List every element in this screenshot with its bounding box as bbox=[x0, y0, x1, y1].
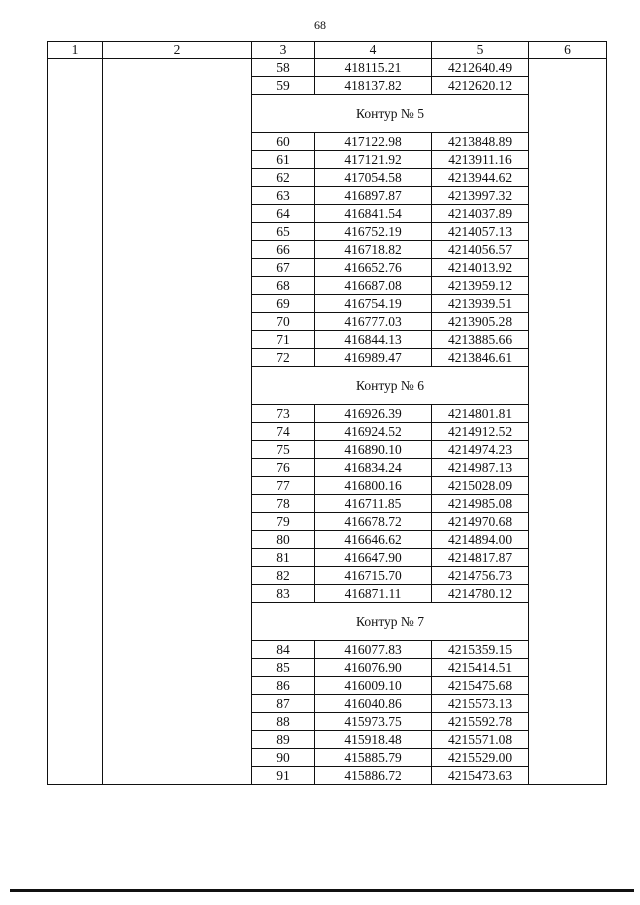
point-number-cell: 80 bbox=[252, 531, 315, 549]
point-number-cell: 69 bbox=[252, 295, 315, 313]
column-header-1: 1 bbox=[48, 42, 103, 59]
table-row bbox=[48, 59, 607, 77]
x-coordinate-cell: 416711.85 bbox=[315, 495, 432, 513]
column-header-5: 5 bbox=[432, 42, 529, 59]
y-coordinate-cell: 4215414.51 bbox=[432, 659, 529, 677]
x-coordinate-cell: 416989.47 bbox=[315, 349, 432, 367]
y-coordinate-cell: 4214801.81 bbox=[432, 405, 529, 423]
x-coordinate-cell: 416009.10 bbox=[315, 677, 432, 695]
column-6-cell bbox=[529, 59, 607, 785]
point-number-cell: 82 bbox=[252, 567, 315, 585]
x-coordinate-cell: 416926.39 bbox=[315, 405, 432, 423]
x-coordinate-cell: 415885.79 bbox=[315, 749, 432, 767]
x-coordinate-cell: 416678.72 bbox=[315, 513, 432, 531]
y-coordinate-cell: 4214056.57 bbox=[432, 241, 529, 259]
y-coordinate-cell: 4213905.28 bbox=[432, 313, 529, 331]
point-number-cell: 60 bbox=[252, 133, 315, 151]
table-header bbox=[48, 42, 607, 59]
x-coordinate-cell: 416652.76 bbox=[315, 259, 432, 277]
y-coordinate-cell: 4212640.49 bbox=[432, 59, 529, 77]
y-coordinate-cell: 4214780.12 bbox=[432, 585, 529, 603]
point-number-cell: 85 bbox=[252, 659, 315, 677]
x-coordinate-cell: 416844.13 bbox=[315, 331, 432, 349]
page-number: 68 bbox=[314, 18, 326, 32]
x-coordinate-cell: 416077.83 bbox=[315, 641, 432, 659]
x-coordinate-cell: 416841.54 bbox=[315, 205, 432, 223]
point-number-cell: 86 bbox=[252, 677, 315, 695]
y-coordinate-cell: 4213997.32 bbox=[432, 187, 529, 205]
header-row bbox=[48, 42, 607, 59]
point-number-cell: 89 bbox=[252, 731, 315, 749]
y-coordinate-cell: 4215573.13 bbox=[432, 695, 529, 713]
y-coordinate-cell: 4213846.61 bbox=[432, 349, 529, 367]
bottom-rule bbox=[10, 889, 634, 892]
x-coordinate-cell: 416040.86 bbox=[315, 695, 432, 713]
y-coordinate-cell: 4213911.16 bbox=[432, 151, 529, 169]
contour-heading: Контур № 5 bbox=[252, 95, 529, 133]
x-coordinate-cell: 416754.19 bbox=[315, 295, 432, 313]
x-coordinate-cell: 416646.62 bbox=[315, 531, 432, 549]
y-coordinate-cell: 4213885.66 bbox=[432, 331, 529, 349]
x-coordinate-cell: 418115.21 bbox=[315, 59, 432, 77]
y-coordinate-cell: 4214817.87 bbox=[432, 549, 529, 567]
x-coordinate-cell: 416777.03 bbox=[315, 313, 432, 331]
point-number-cell: 76 bbox=[252, 459, 315, 477]
y-coordinate-cell: 4213939.51 bbox=[432, 295, 529, 313]
x-coordinate-cell: 418137.82 bbox=[315, 77, 432, 95]
point-number-cell: 90 bbox=[252, 749, 315, 767]
point-number-cell: 87 bbox=[252, 695, 315, 713]
point-number-cell: 73 bbox=[252, 405, 315, 423]
coordinates-table bbox=[47, 41, 607, 785]
x-coordinate-cell: 416076.90 bbox=[315, 659, 432, 677]
point-number-cell: 83 bbox=[252, 585, 315, 603]
point-number-cell: 72 bbox=[252, 349, 315, 367]
column-header-6: 6 bbox=[529, 42, 607, 59]
y-coordinate-cell: 4214912.52 bbox=[432, 423, 529, 441]
x-coordinate-cell: 416897.87 bbox=[315, 187, 432, 205]
y-coordinate-cell: 4213944.62 bbox=[432, 169, 529, 187]
point-number-cell: 61 bbox=[252, 151, 315, 169]
y-coordinate-cell: 4215475.68 bbox=[432, 677, 529, 695]
point-number-cell: 74 bbox=[252, 423, 315, 441]
point-number-cell: 88 bbox=[252, 713, 315, 731]
point-number-cell: 79 bbox=[252, 513, 315, 531]
point-number-cell: 67 bbox=[252, 259, 315, 277]
x-coordinate-cell: 415918.48 bbox=[315, 731, 432, 749]
x-coordinate-cell: 416834.24 bbox=[315, 459, 432, 477]
column-header-2: 2 bbox=[103, 42, 252, 59]
x-coordinate-cell: 416752.19 bbox=[315, 223, 432, 241]
x-coordinate-cell: 417121.92 bbox=[315, 151, 432, 169]
point-number-cell: 70 bbox=[252, 313, 315, 331]
point-number-cell: 58 bbox=[252, 59, 315, 77]
point-number-cell: 68 bbox=[252, 277, 315, 295]
y-coordinate-cell: 4212620.12 bbox=[432, 77, 529, 95]
contour-heading: Контур № 6 bbox=[252, 367, 529, 405]
point-number-cell: 63 bbox=[252, 187, 315, 205]
column-2-cell bbox=[103, 59, 252, 785]
x-coordinate-cell: 417054.58 bbox=[315, 169, 432, 187]
point-number-cell: 62 bbox=[252, 169, 315, 187]
y-coordinate-cell: 4215028.09 bbox=[432, 477, 529, 495]
column-header-3: 3 bbox=[252, 42, 315, 59]
y-coordinate-cell: 4215359.15 bbox=[432, 641, 529, 659]
column-1-cell bbox=[48, 59, 103, 785]
y-coordinate-cell: 4213848.89 bbox=[432, 133, 529, 151]
y-coordinate-cell: 4214894.00 bbox=[432, 531, 529, 549]
x-coordinate-cell: 417122.98 bbox=[315, 133, 432, 151]
x-coordinate-cell: 416924.52 bbox=[315, 423, 432, 441]
point-number-cell: 59 bbox=[252, 77, 315, 95]
x-coordinate-cell: 416715.70 bbox=[315, 567, 432, 585]
point-number-cell: 66 bbox=[252, 241, 315, 259]
y-coordinate-cell: 4215571.08 bbox=[432, 731, 529, 749]
y-coordinate-cell: 4214985.08 bbox=[432, 495, 529, 513]
table-body bbox=[48, 59, 607, 785]
x-coordinate-cell: 416647.90 bbox=[315, 549, 432, 567]
y-coordinate-cell: 4214013.92 bbox=[432, 259, 529, 277]
y-coordinate-cell: 4215592.78 bbox=[432, 713, 529, 731]
y-coordinate-cell: 4215473.63 bbox=[432, 767, 529, 785]
point-number-cell: 84 bbox=[252, 641, 315, 659]
y-coordinate-cell: 4214037.89 bbox=[432, 205, 529, 223]
y-coordinate-cell: 4214970.68 bbox=[432, 513, 529, 531]
x-coordinate-cell: 416718.82 bbox=[315, 241, 432, 259]
x-coordinate-cell: 416800.16 bbox=[315, 477, 432, 495]
point-number-cell: 91 bbox=[252, 767, 315, 785]
y-coordinate-cell: 4214756.73 bbox=[432, 567, 529, 585]
y-coordinate-cell: 4213959.12 bbox=[432, 277, 529, 295]
x-coordinate-cell: 416890.10 bbox=[315, 441, 432, 459]
y-coordinate-cell: 4214974.23 bbox=[432, 441, 529, 459]
x-coordinate-cell: 415886.72 bbox=[315, 767, 432, 785]
contour-heading: Контур № 7 bbox=[252, 603, 529, 641]
point-number-cell: 75 bbox=[252, 441, 315, 459]
point-number-cell: 65 bbox=[252, 223, 315, 241]
x-coordinate-cell: 416687.08 bbox=[315, 277, 432, 295]
y-coordinate-cell: 4215529.00 bbox=[432, 749, 529, 767]
x-coordinate-cell: 416871.11 bbox=[315, 585, 432, 603]
x-coordinate-cell: 415973.75 bbox=[315, 713, 432, 731]
point-number-cell: 81 bbox=[252, 549, 315, 567]
point-number-cell: 77 bbox=[252, 477, 315, 495]
point-number-cell: 78 bbox=[252, 495, 315, 513]
point-number-cell: 71 bbox=[252, 331, 315, 349]
point-number-cell: 64 bbox=[252, 205, 315, 223]
y-coordinate-cell: 4214057.13 bbox=[432, 223, 529, 241]
y-coordinate-cell: 4214987.13 bbox=[432, 459, 529, 477]
column-header-4: 4 bbox=[315, 42, 432, 59]
